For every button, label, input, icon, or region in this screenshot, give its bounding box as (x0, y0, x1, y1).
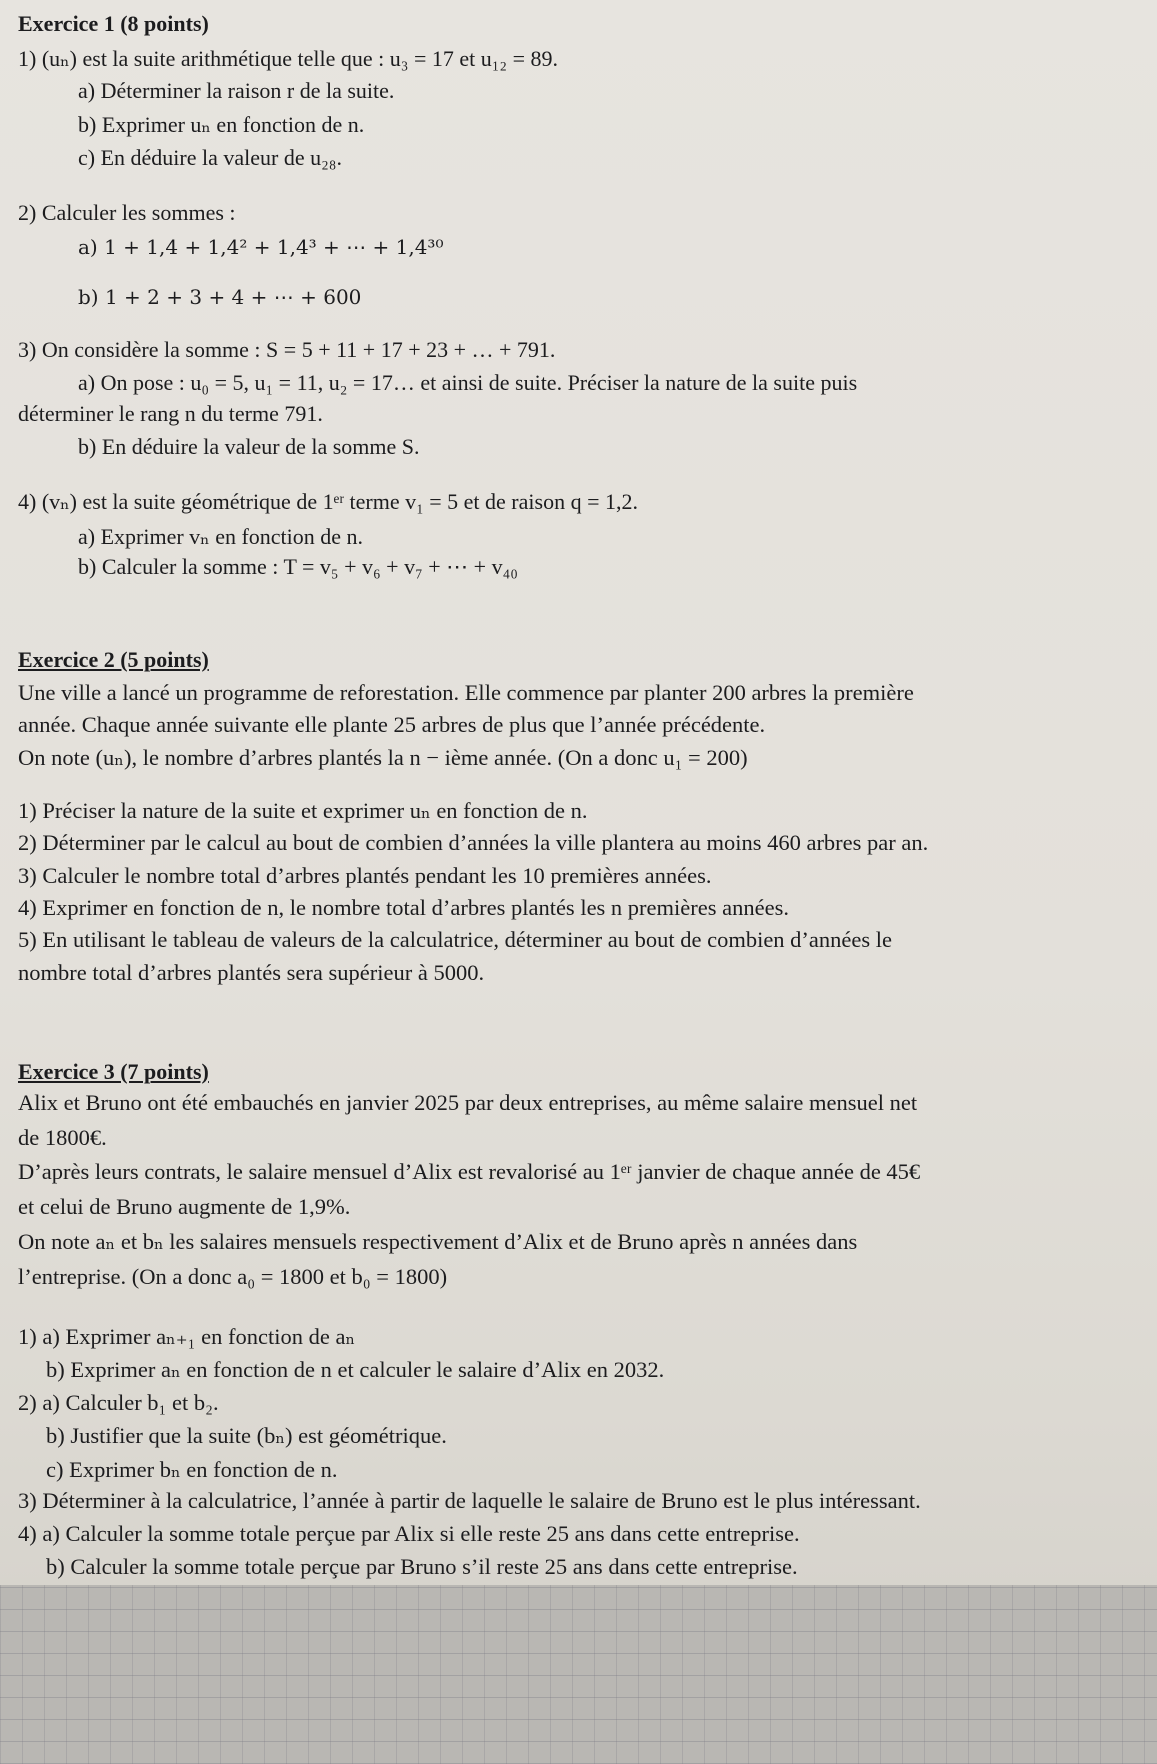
ex3-q1a: 1) a) Exprimer aₙ₊₁ en fonction de aₙ (18, 1323, 356, 1349)
ex1-q1a: a) Déterminer la raison r de la suite. (78, 78, 395, 104)
ex1-q2a: a) 1 + 1,4 + 1,4² + 1,4³ + ⋯ + 1,4³⁰ (78, 234, 444, 259)
exercise-1-title: Exercice 1 (8 points) (18, 11, 209, 36)
ex1-q1b: b) Exprimer uₙ en fonction de n. (78, 111, 365, 137)
ex3-q2a: 2) a) Calculer b₁ et b₂. (18, 1390, 219, 1416)
ex3-q2c: c) Exprimer bₙ en fonction de n. (46, 1456, 338, 1482)
ex2-q1: 1) Préciser la nature de la suite et exprimer uₙ en fonction de n. (18, 798, 588, 824)
ex3-intro-line4: et celui de Bruno augmente de 1,9%. (18, 1193, 351, 1219)
ex1-q3b: b) En déduire la valeur de la somme S. (78, 434, 420, 460)
ex1-q4a: a) Exprimer vₙ en fonction de n. (78, 523, 364, 549)
ex1-q1: 1) (uₙ) est la suite arithmétique telle que : u₃ = 17 et u₁₂ = 89. (18, 45, 558, 71)
ex3-q1b: b) Exprimer aₙ en fonction de n et calculer le salaire d’Alix en 2032. (46, 1356, 665, 1382)
ex1-q2b: b) 1 + 2 + 3 + 4 + ⋯ + 600 (78, 284, 362, 309)
ex3-intro-line5: On note aₙ et bₙ les salaires mensuels respectivement d’Alix et de Bruno après n années dans (18, 1229, 858, 1255)
ex3-q4b: b) Calculer la somme totale perçue par Bruno s’il reste 25 ans dans cette entreprise. (46, 1554, 798, 1580)
ex2-q5-line1: 5) En utilisant le tableau de valeurs de la calculatrice, déterminer au bout de combien d’années le (18, 927, 893, 953)
ex1-q3a-line1: a) On pose : u₀ = 5, u₁ = 11, u₂ = 17… et ainsi de suite. Préciser la nature de la suite puis (78, 370, 858, 396)
exercise-2 (18, 646, 1133, 988)
ex2-q4: 4) Exprimer en fonction de n, le nombre total d’arbres plantés les n premières années. (18, 894, 789, 920)
ex2-q2: 2) Déterminer par le calcul au bout de combien d’années la ville plantera au moins 460 arbres par an. (18, 830, 929, 856)
exercise-3 (18, 1058, 1133, 1582)
exercise-1 (18, 10, 1133, 582)
ex1-q4b: b) Calculer la somme : T = v₅ + v₆ + v₇ + ⋯ + v₄₀ (78, 554, 518, 580)
ex1-q4: 4) (vₙ) est la suite géométrique de 1ᵉʳ terme v₁ = 5 et de raison q = 1,2. (18, 488, 638, 514)
ex3-intro-line1: Alix et Bruno ont été embauchés en janvier 2025 par deux entreprises, au même salaire mensuel net (18, 1090, 918, 1116)
ex1-q1c: c) En déduire la valeur de u₂₈. (78, 145, 342, 171)
ex1-q2: 2) Calculer les sommes : (18, 199, 236, 225)
ex3-q3: 3) Déterminer à la calculatrice, l’année à partir de laquelle le salaire de Bruno est le plus intéressant. (18, 1487, 921, 1513)
ex1-q3: 3) On considère la somme : S = 5 + 11 + 17 + 23 + … + 791. (18, 336, 556, 362)
ex3-q2b: b) Justifier que la suite (bₙ) est géométrique. (46, 1423, 447, 1449)
ex3-intro-line2: de 1800€. (18, 1125, 107, 1151)
ex3-intro-line6: l’entreprise. (On a donc a₀ = 1800 et b₀ = 1800) (18, 1264, 448, 1290)
exercise-2-title: Exercice 2 (5 points) (18, 646, 209, 672)
worksheet-content (18, 10, 1133, 1582)
exercise-3-title: Exercice 3 (7 points) (18, 1058, 209, 1084)
ex3-intro-line3: D’après leurs contrats, le salaire mensuel d’Alix est revalorisé au 1ᵉʳ janvier de chaque année de 45€ (18, 1158, 921, 1184)
ex3-q4a: 4) a) Calculer la somme totale perçue par Alix si elle reste 25 ans dans cette entreprise. (18, 1521, 800, 1547)
ex2-q3: 3) Calculer le nombre total d’arbres plantés pendant les 10 premières années. (18, 862, 712, 888)
ex1-q3a-line2: déterminer le rang n du terme 791. (18, 400, 323, 426)
ex2-q5-line2: nombre total d’arbres plantés sera supérieur à 5000. (18, 960, 485, 986)
ex2-intro-line1: Une ville a lancé un programme de reforestation. Elle commence par planter 200 arbres la première (18, 680, 914, 706)
ex2-intro-line2: année. Chaque année suivante elle plante 25 arbres de plus que l’année précédente. (18, 711, 766, 737)
ex2-intro-line3: On note (uₙ), le nombre d’arbres plantés la n − ième année. (On a donc u₁ = 200) (18, 744, 748, 770)
